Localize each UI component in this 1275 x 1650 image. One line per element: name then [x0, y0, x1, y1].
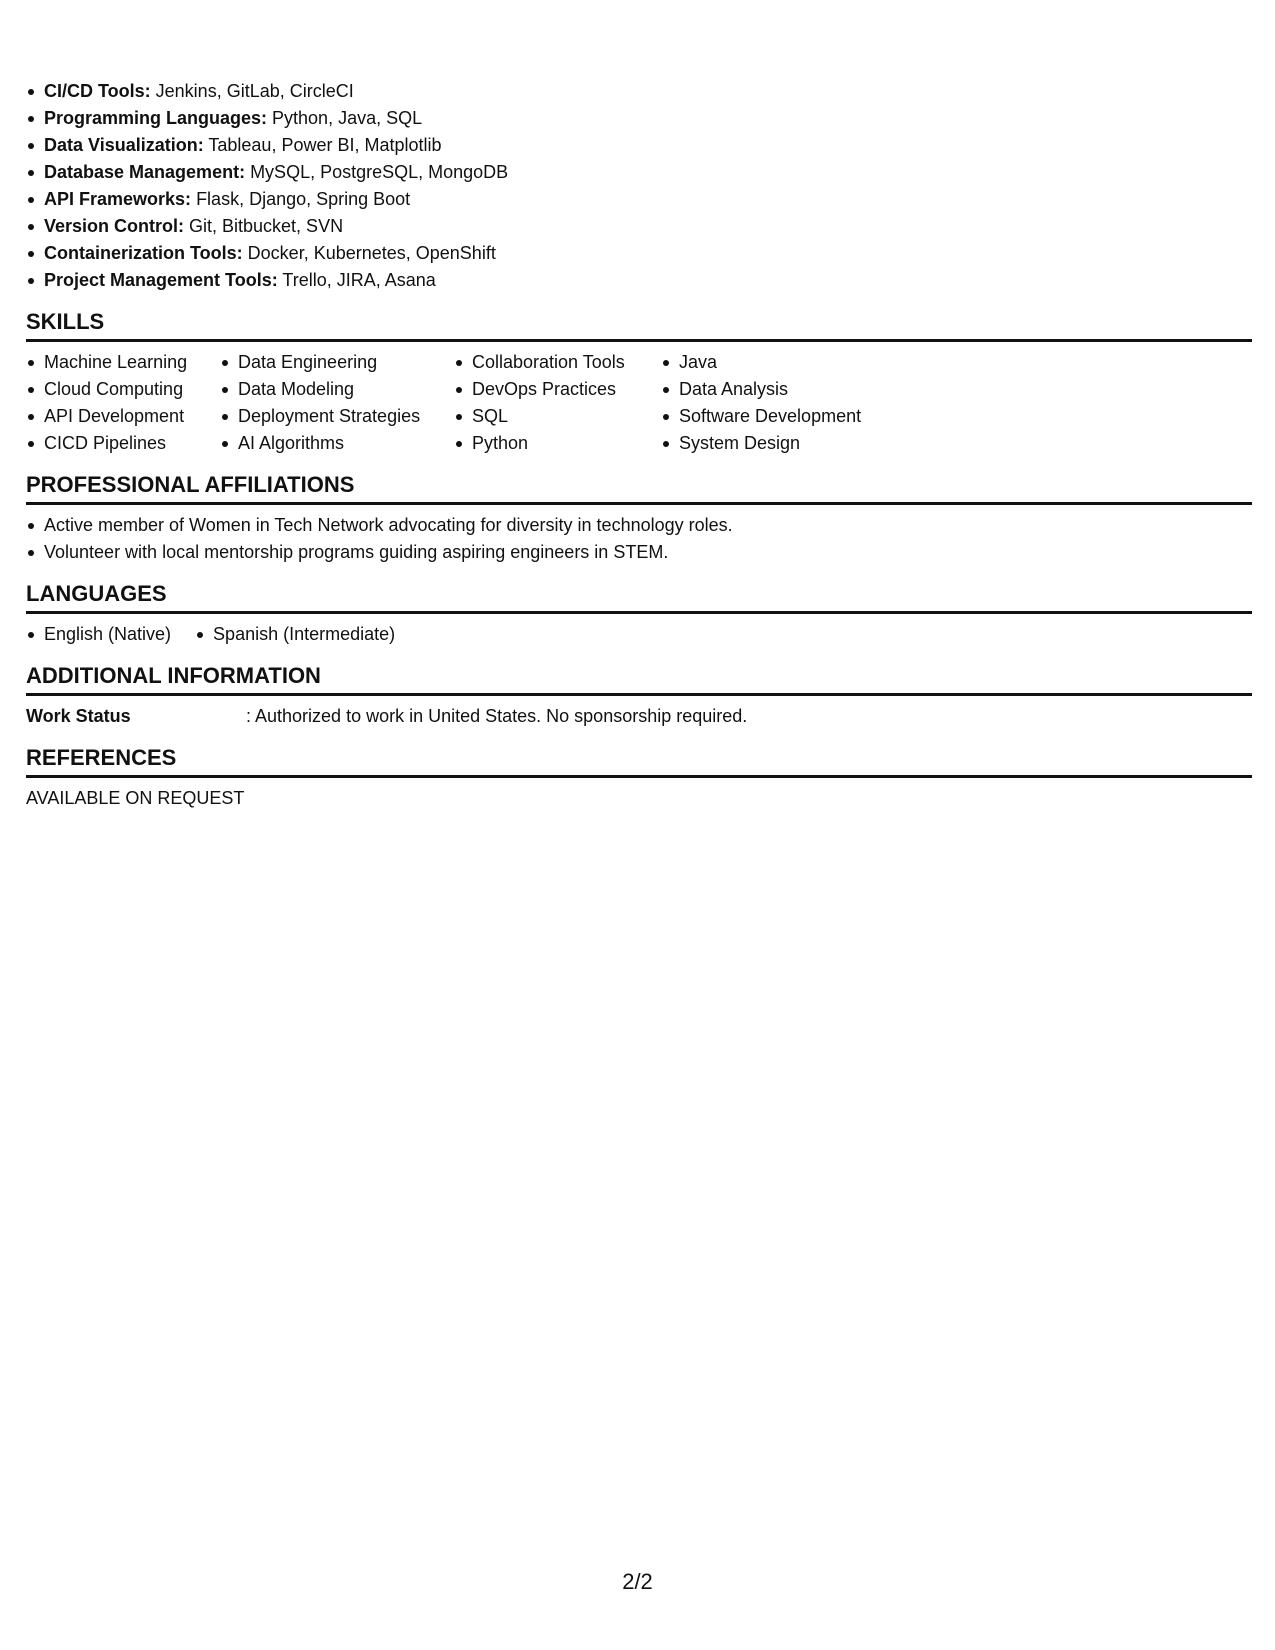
tool-item-project-management	[26, 267, 1252, 294]
skill-item: Data Engineering	[220, 349, 454, 376]
tool-item-database-management	[26, 159, 1252, 186]
tool-value: Git, Bitbucket, SVN	[184, 216, 344, 236]
skill-item: Data Modeling	[220, 376, 454, 403]
tool-value: Python, Java, SQL	[267, 108, 423, 128]
tools-list	[26, 78, 1252, 294]
tool-item-version-control	[26, 213, 1252, 240]
skill-item: Data Analysis	[661, 376, 921, 403]
skill-item: Machine Learning	[26, 349, 220, 376]
tool-key: Programming Languages:	[44, 108, 268, 128]
skill-item: SQL	[454, 403, 661, 430]
skill-item: AI Algorithms	[220, 430, 454, 457]
skill-item: Java	[661, 349, 921, 376]
languages-list	[26, 621, 1252, 648]
language-item: Spanish (Intermediate)	[195, 621, 395, 648]
skills-section	[26, 308, 1252, 457]
section-title-additional-info: ADDITIONAL INFORMATION	[26, 662, 1252, 696]
tool-value: Jenkins, GitLab, CircleCI	[150, 81, 354, 101]
tool-key: Containerization Tools:	[44, 243, 243, 263]
skills-column	[26, 349, 220, 457]
skill-item: Collaboration Tools	[454, 349, 661, 376]
skills-grid	[26, 349, 1252, 457]
skill-item: Software Development	[661, 403, 921, 430]
skill-item: Deployment Strategies	[220, 403, 454, 430]
work-status-label: Work Status	[26, 706, 131, 726]
tool-item-data-visualization	[26, 132, 1252, 159]
skill-item: Python	[454, 430, 661, 457]
tool-key: Data Visualization:	[44, 135, 204, 155]
tool-value: MySQL, PostgreSQL, MongoDB	[245, 162, 509, 182]
page-number: 2/2	[622, 1569, 653, 1594]
tool-key: Version Control:	[44, 216, 185, 236]
work-status-row	[26, 703, 1252, 730]
affiliations-list	[26, 512, 1252, 566]
languages-section	[26, 580, 1252, 648]
tool-value: Trello, JIRA, Asana	[277, 270, 436, 290]
affiliation-item: Volunteer with local mentorship programs guiding aspiring engineers in STEM.	[26, 539, 1252, 566]
skill-item: Cloud Computing	[26, 376, 220, 403]
resume-page	[26, 78, 1252, 812]
tool-key: API Frameworks:	[44, 189, 192, 209]
tool-key: Database Management:	[44, 162, 246, 182]
skills-column	[454, 349, 661, 457]
skill-item: API Development	[26, 403, 220, 430]
section-title-references: REFERENCES	[26, 744, 1252, 778]
tool-item-containerization	[26, 240, 1252, 267]
language-item: English (Native)	[26, 621, 171, 648]
tool-key: CI/CD Tools:	[44, 81, 151, 101]
section-title-skills: SKILLS	[26, 308, 1252, 342]
skill-item: System Design	[661, 430, 921, 457]
tool-value: Docker, Kubernetes, OpenShift	[242, 243, 496, 263]
references-text: AVAILABLE ON REQUEST	[26, 788, 245, 808]
skill-item: CICD Pipelines	[26, 430, 220, 457]
tool-item-cicd	[26, 78, 1252, 105]
tool-value: Flask, Django, Spring Boot	[191, 189, 411, 209]
section-title-affiliations: PROFESSIONAL AFFILIATIONS	[26, 471, 1252, 505]
tool-value: Tableau, Power BI, Matplotlib	[203, 135, 442, 155]
tool-key: Project Management Tools:	[44, 270, 278, 290]
tool-item-api-frameworks	[26, 186, 1252, 213]
references-section	[26, 744, 1252, 812]
skills-column	[220, 349, 454, 457]
tool-item-programming-languages	[26, 105, 1252, 132]
section-title-languages: LANGUAGES	[26, 580, 1252, 614]
skill-item: DevOps Practices	[454, 376, 661, 403]
additional-info-section	[26, 662, 1252, 730]
skills-column	[661, 349, 921, 457]
affiliation-item: Active member of Women in Tech Network advocating for diversity in technology roles.	[26, 512, 1252, 539]
work-status-value: : Authorized to work in United States. No sponsorship required.	[246, 706, 748, 726]
affiliations-section	[26, 471, 1252, 566]
